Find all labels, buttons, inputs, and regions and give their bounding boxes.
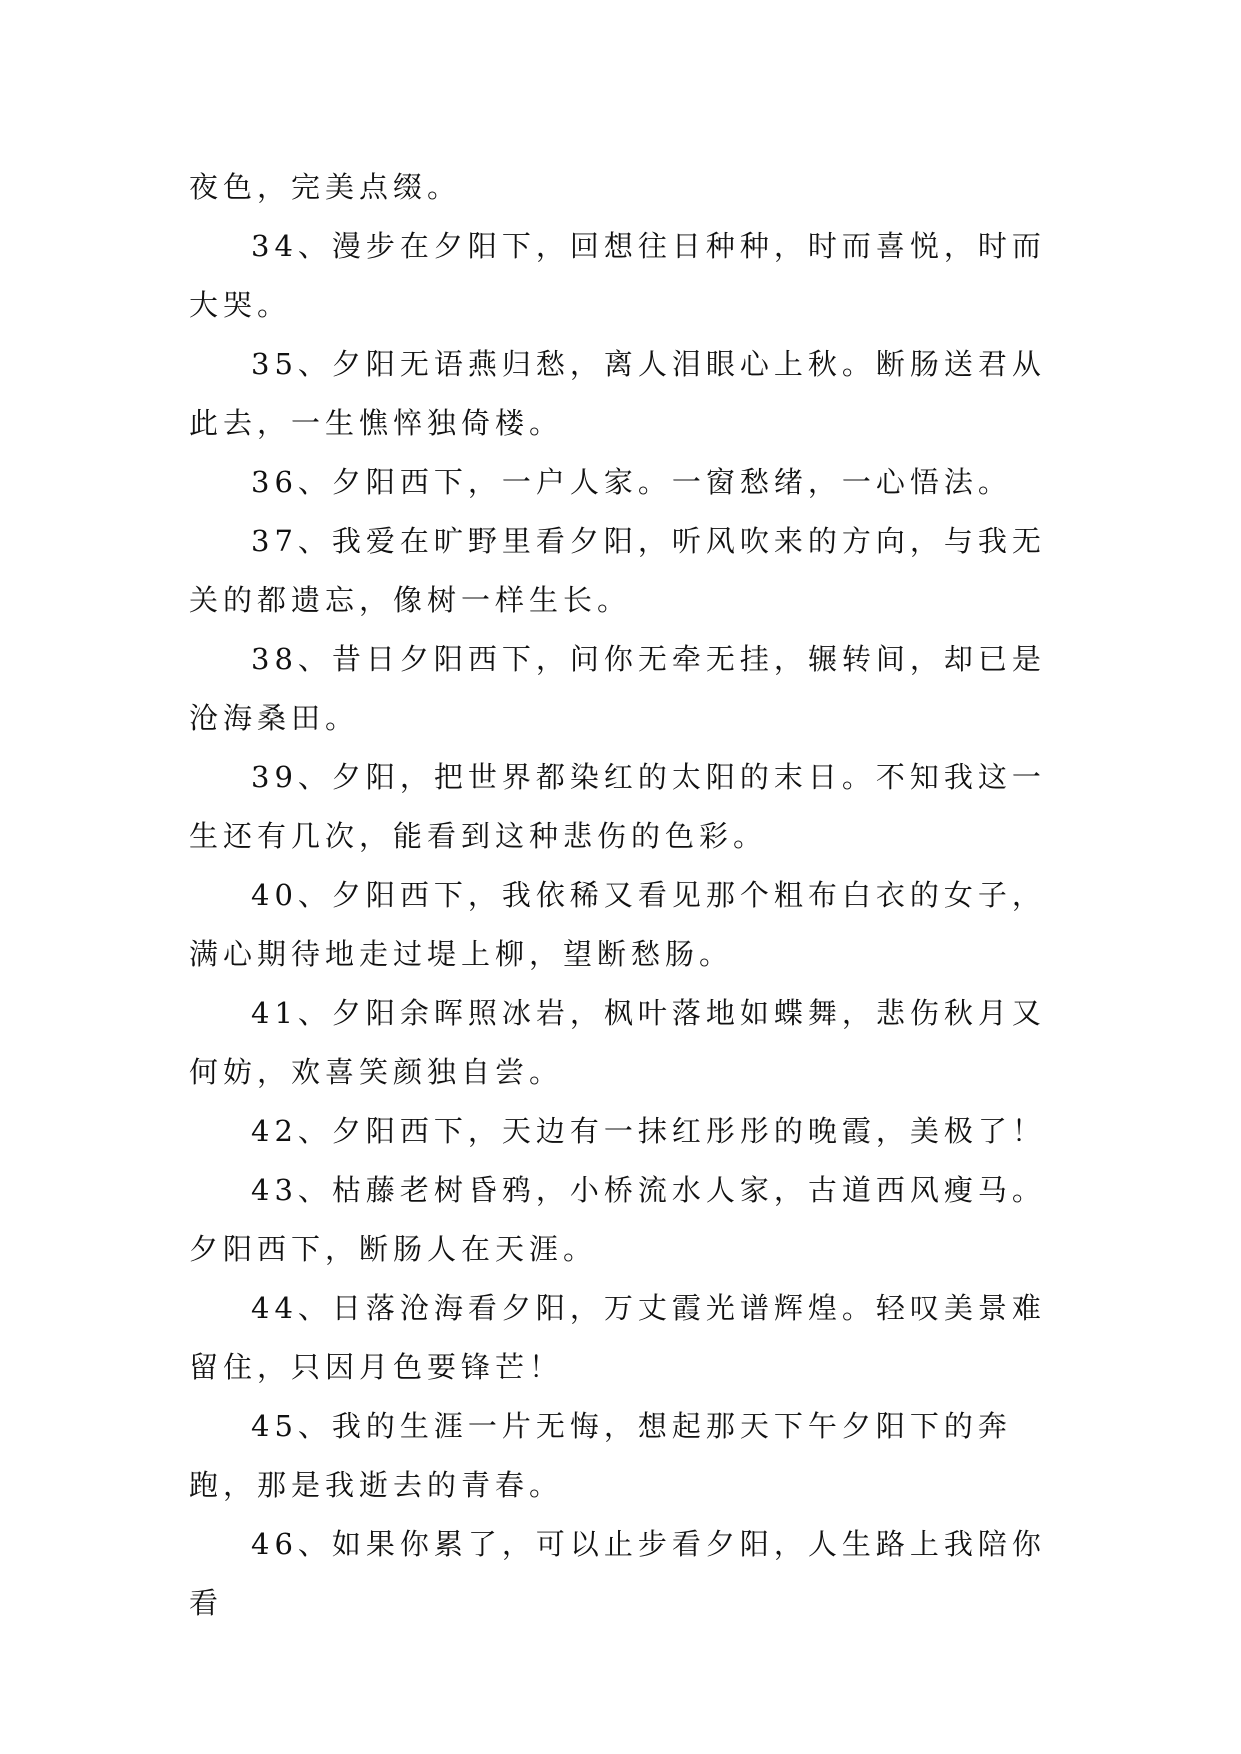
paragraph: 38、昔日夕阳西下，问你无牵无挂，辗转间，却已是沧海桑田。 bbox=[189, 642, 1046, 735]
paragraph: 35、夕阳无语燕归愁，离人泪眼心上秋。断肠送君从此去，一生憔悴独倚楼。 bbox=[189, 347, 1046, 440]
paragraph: 39、夕阳，把世界都染红的太阳的末日。不知我这一生还有几次，能看到这种悲伤的色彩。 bbox=[189, 760, 1046, 853]
paragraph: 44、日落沧海看夕阳，万丈霞光谱辉煌。轻叹美景难留住，只因月色要锋芒！ bbox=[189, 1291, 1046, 1384]
paragraph: 36、夕阳西下，一户人家。一窗愁绪，一心悟法。 bbox=[251, 465, 1012, 499]
paragraph: 夜色，完美点缀。 bbox=[189, 170, 462, 204]
paragraph: 41、夕阳余晖照冰岩，枫叶落地如蝶舞，悲伤秋月又何妨，欢喜笑颜独自尝。 bbox=[189, 996, 1046, 1089]
paragraph: 40、夕阳西下，我依稀又看见那个粗布白衣的女子，满心期待地走过堤上柳，望断愁肠。 bbox=[189, 878, 1046, 971]
paragraph: 37、我爱在旷野里看夕阳，听风吹来的方向，与我无关的都遗忘，像树一样生长。 bbox=[189, 524, 1046, 617]
paragraph: 43、枯藤老树昏鸦，小桥流水人家，古道西风瘦马。夕阳西下，断肠人在天涯。 bbox=[189, 1173, 1046, 1266]
paragraph: 34、漫步在夕阳下，回想往日种种，时而喜悦，时而大哭。 bbox=[189, 229, 1046, 322]
paragraph: 42、夕阳西下，天边有一抹红彤彤的晚霞，美极了！ bbox=[251, 1114, 1046, 1148]
document-body bbox=[189, 158, 1057, 1633]
paragraph: 45、我的生涯一片无悔，想起那天下午夕阳下的奔跑，那是我逝去的青春。 bbox=[189, 1409, 1012, 1502]
paragraph: 46、如果你累了，可以止步看夕阳，人生路上我陪你看 bbox=[189, 1527, 1046, 1620]
